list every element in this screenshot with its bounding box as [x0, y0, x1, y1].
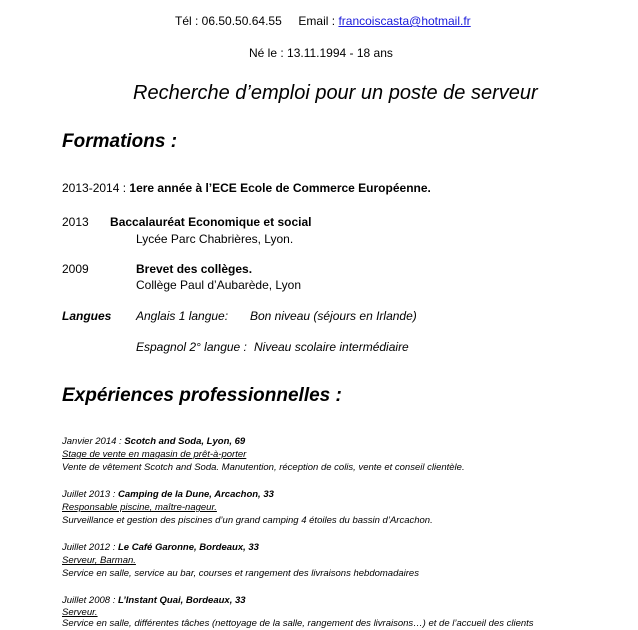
formation-title: Baccalauréat Economique et social — [110, 215, 312, 229]
experience-header — [62, 489, 274, 500]
experience-desc: Service en salle, différentes tâches (nettoyage de la salle, rangement des livraisons…) et de l’accueil des clients — [62, 618, 534, 629]
formation-title: 1ere année à l’ECE Ecole de Commerce Européenne. — [129, 181, 431, 195]
formation-entry — [62, 215, 311, 229]
experience-desc: Vente de vêtement Scotch and Soda. Manutention, réception de colis, vente et conseil clientèle. — [62, 462, 465, 473]
formation-entry — [62, 181, 431, 195]
language-name: Anglais 1 langue: — [136, 309, 229, 323]
formation-title: Brevet des collèges. — [136, 262, 253, 276]
experience-desc: Service en salle, service au bar, courses et rangement des livraisons hebdomadaires — [62, 568, 419, 579]
phone-text: Tél : 06.50.50.64.55 — [175, 14, 282, 28]
experience-employer: Le Café Garonne, Bordeaux, 33 — [117, 542, 259, 553]
experiences-heading: Expériences professionnelles : — [62, 385, 342, 406]
experience-role: Serveur. — [62, 607, 98, 618]
experience-header — [62, 436, 245, 447]
language-name: Espagnol 2° langue : — [136, 340, 247, 354]
experience-desc: Surveillance et gestion des piscines d’un grand camping 4 étoiles du bassin d’Arcachon. — [62, 515, 433, 526]
language-level: Niveau scolaire intermédiaire — [254, 340, 409, 354]
formation-year: 2009 — [62, 262, 89, 276]
experience-role: Responsable piscine, maître-nageur. — [62, 502, 217, 513]
experience-role: Stage de vente en magasin de prêt-à-porter — [62, 449, 247, 460]
contact-line — [175, 14, 471, 28]
experience-role: Serveur, Barman. — [62, 555, 136, 566]
experience-date: Juillet 2013 : — [62, 489, 116, 500]
langues-label: Langues — [62, 309, 112, 323]
formations-heading: Formations : — [62, 131, 178, 152]
experience-employer: Scotch and Soda, Lyon, 69 — [124, 436, 246, 447]
experience-employer: Camping de la Dune, Arcachon, 33 — [117, 489, 274, 500]
formation-place: Lycée Parc Chabrières, Lyon. — [136, 232, 294, 246]
experience-header — [62, 595, 246, 606]
formation-year: 2013-2014 : — [62, 181, 127, 195]
email-label: Email : — [298, 14, 336, 28]
formation-year: 2013 — [62, 215, 89, 229]
birth-date: Né le : 13.11.1994 - 18 ans — [249, 46, 393, 60]
objective-title: Recherche d’emploi pour un poste de serveur — [133, 82, 538, 104]
formation-place: Collège Paul d’Aubarède, Lyon — [136, 278, 302, 292]
experience-date: Janvier 2014 : — [62, 436, 122, 447]
experience-date: Juillet 2012 : — [62, 542, 116, 553]
email-link[interactable]: francoiscasta@hotmail.fr — [338, 14, 471, 28]
experience-header — [62, 542, 259, 553]
experience-employer: L’Instant Quai, Bordeaux, 33 — [117, 595, 246, 606]
language-level: Bon niveau (séjours en Irlande) — [250, 309, 417, 323]
experience-date: Juillet 2008 : — [62, 595, 116, 606]
